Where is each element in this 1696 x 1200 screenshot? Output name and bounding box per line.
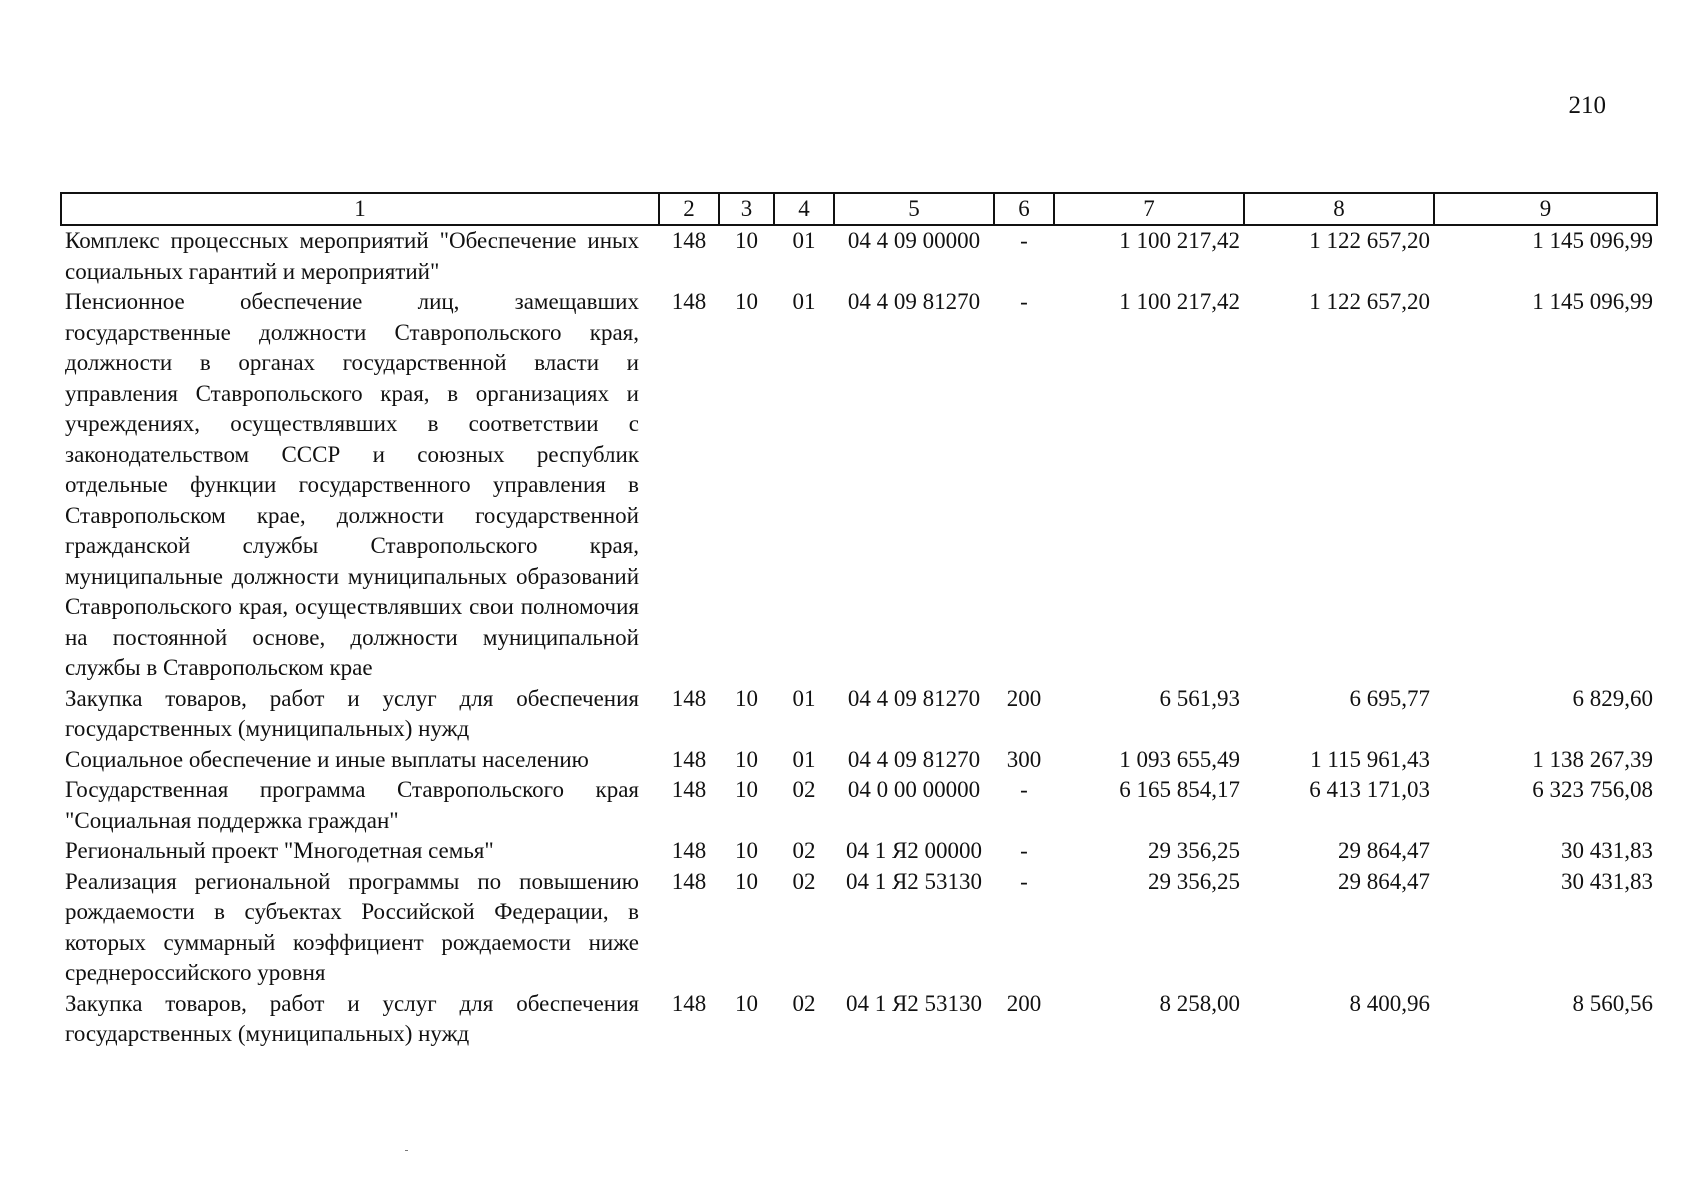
row-col-4: 01	[792, 685, 816, 711]
header-col-4: 4	[774, 193, 834, 225]
row-col-8-amount: 29 864,47	[1338, 838, 1430, 863]
row-col-3: 10	[735, 289, 758, 314]
row-col-4: 01	[792, 746, 816, 772]
row-col-5-code: 04 0 00 00000	[847, 777, 981, 802]
row-col-4: 02	[792, 777, 816, 802]
row-col-2: 148	[671, 990, 707, 1016]
row-description: Пенсионное обеспечение лиц, замещавших государственные должности Ставропольского края, должности в органах государственной власти и управления Ставропольского края, в организациях и учреждениях, осуществлявших в соответствии с законодательством СССР и союзных республик отдельные функции государственного управления в Ставропольском крае, должности государственной гражданской службы Ставропольского края, муниципальные должности муниципальных образований Ставропольского края, осуществлявших свои полномочия на постоянной основе, должности муниципальной службы в Ставропольском крае	[65, 289, 639, 680]
row-col-9-amount: 30 431,83	[1561, 838, 1653, 863]
row-col-4: 01	[792, 289, 816, 314]
row-col-2: 148	[671, 746, 707, 772]
row-col-5-code: 04 1 Я2 53130	[845, 990, 983, 1016]
row-col-8-amount: 1 122 657,20	[1309, 289, 1430, 314]
table-row	[61, 225, 1657, 287]
budget-table	[60, 192, 1658, 1050]
header-col-2: 2	[659, 193, 719, 225]
scan-artifact	[405, 1150, 408, 1151]
row-col-4: 02	[792, 838, 816, 863]
row-col-8-amount: 29 864,47	[1338, 868, 1430, 894]
row-col-6: -	[1020, 289, 1028, 314]
row-col-6: -	[1020, 868, 1028, 894]
row-col-4: 01	[792, 228, 816, 253]
table-row	[61, 287, 1657, 684]
row-col-9-amount: 30 431,83	[1561, 868, 1653, 894]
row-col-6: -	[1020, 838, 1028, 863]
header-col-6: 6	[994, 193, 1054, 225]
row-col-7-amount: 6 561,93	[1159, 685, 1240, 711]
row-description: Государственная программа Ставропольского края "Социальная поддержка граждан"	[65, 777, 639, 833]
row-col-6: 300	[1006, 746, 1042, 772]
row-col-3: 10	[735, 746, 758, 772]
row-col-4: 02	[792, 990, 816, 1016]
row-col-2: 148	[671, 685, 707, 711]
table-row	[61, 745, 1657, 776]
table-row	[61, 836, 1657, 867]
header-row	[61, 193, 1657, 225]
row-description: Закупка товаров, работ и услуг для обеспечения государственных (муниципальных) нужд	[65, 685, 639, 741]
row-description: Комплекс процессных мероприятий "Обеспечение иных социальных гарантий и мероприятий"	[65, 228, 639, 284]
row-col-6: -	[1020, 777, 1028, 802]
row-col-2: 148	[671, 289, 707, 314]
row-description: Региональный проект "Многодетная семья"	[65, 838, 494, 863]
row-col-3: 10	[735, 685, 758, 711]
row-description: Реализация региональной программы по повышению рождаемости в субъектах Российской Федерации, в которых суммарный коэффициент рождаемости ниже среднероссийского уровня	[65, 868, 639, 985]
row-col-6: 200	[1006, 685, 1042, 711]
row-col-7-amount: 8 258,00	[1159, 990, 1240, 1016]
table-row	[61, 989, 1657, 1050]
row-col-2: 148	[671, 228, 707, 253]
row-col-9-amount: 1 145 096,99	[1532, 228, 1653, 253]
header-col-5: 5	[834, 193, 994, 225]
header-col-8: 8	[1244, 193, 1434, 225]
row-col-8-amount: 6 413 171,03	[1309, 777, 1430, 802]
row-col-2: 148	[671, 777, 707, 802]
row-col-9-amount: 1 145 096,99	[1532, 289, 1653, 314]
table-row	[61, 684, 1657, 745]
row-col-7-amount: 1 100 217,42	[1119, 228, 1240, 253]
row-col-7-amount: 29 356,25	[1148, 868, 1240, 894]
row-col-3: 10	[735, 990, 758, 1016]
row-col-7-amount: 29 356,25	[1148, 838, 1240, 863]
row-col-5-code: 04 4 09 81270	[847, 746, 981, 772]
row-col-3: 10	[735, 868, 758, 894]
row-col-8-amount: 1 115 961,43	[1310, 746, 1430, 772]
row-description: Закупка товаров, работ и услуг для обеспечения государственных (муниципальных) нужд	[65, 990, 639, 1046]
row-col-4: 02	[792, 868, 816, 894]
row-col-8-amount: 8 400,96	[1349, 990, 1430, 1016]
row-col-3: 10	[735, 838, 758, 863]
row-col-8-amount: 1 122 657,20	[1309, 228, 1430, 253]
row-col-9-amount: 6 323 756,08	[1532, 777, 1653, 802]
header-col-7: 7	[1054, 193, 1244, 225]
header-col-1: 1	[61, 193, 659, 225]
table-row	[61, 775, 1657, 836]
row-col-2: 148	[671, 838, 707, 863]
table-body	[61, 225, 1657, 1050]
header-col-9: 9	[1434, 193, 1657, 225]
row-col-9-amount: 8 560,56	[1572, 990, 1653, 1016]
row-col-5-code: 04 4 09 00000	[847, 228, 981, 253]
budget-table-container	[60, 192, 1656, 1050]
row-col-7-amount: 1 100 217,42	[1119, 289, 1240, 314]
row-col-3: 10	[735, 228, 758, 253]
row-col-5-code: 04 1 Я2 53130	[845, 868, 983, 894]
row-col-5-code: 04 1 Я2 00000	[845, 838, 983, 863]
row-description: Социальное обеспечение и иные выплаты населению	[65, 746, 589, 772]
table-row	[61, 867, 1657, 989]
row-col-5-code: 04 4 09 81270	[847, 685, 981, 711]
row-col-7-amount: 1 093 655,49	[1119, 746, 1240, 772]
row-col-9-amount: 1 138 267,39	[1532, 746, 1653, 772]
row-col-8-amount: 6 695,77	[1349, 685, 1430, 711]
row-col-5-code: 04 4 09 81270	[847, 289, 981, 314]
row-col-6: 200	[1006, 990, 1042, 1016]
row-col-3: 10	[735, 777, 758, 802]
row-col-7-amount: 6 165 854,17	[1119, 777, 1240, 802]
page-number: 210	[1568, 92, 1606, 119]
row-col-2: 148	[671, 868, 707, 894]
row-col-6: -	[1020, 228, 1028, 253]
row-col-9-amount: 6 829,60	[1572, 685, 1653, 711]
header-col-3: 3	[719, 193, 774, 225]
